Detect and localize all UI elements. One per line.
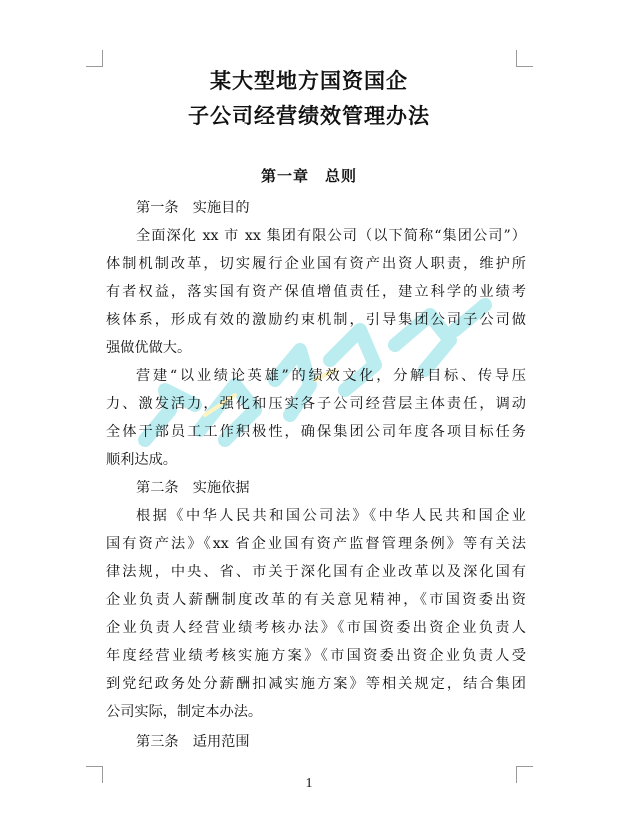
article1-para1-line: 核体系，形成有效的激励约束机制，引导集团公司子公司做 (106, 312, 526, 328)
article1-para1-line: 全面深化 xx 市 xx 集团有限公司（以下简称“集团公司”） (136, 228, 526, 244)
article2-heading: 第二条 实施依据 (136, 480, 250, 496)
article1-para1-line: 有者权益，落实国有资产保值增值责任，建立科学的业绩考 (106, 284, 526, 300)
chapter-heading: 第一章 总则 (260, 167, 357, 185)
article2-para1-line: 年度经营业绩考核实施方案》《市国资委出资企业负责人受 (106, 648, 526, 664)
article1-para2-line: 顺利达成。 (106, 452, 177, 468)
article2-para1-line: 企业负责人经营业绩考核办法》《市国资委出资企业负责人 (106, 620, 526, 636)
page-number: 1 (305, 776, 313, 791)
article1-para1-line: 体制机制改革，切实履行企业国有资产出资人职责，维护所 (106, 256, 526, 272)
article1-para2-line: 全体干部员工工作积极性，确保集团公司年度各项目标任务 (106, 424, 526, 440)
document-title-line1: 某大型地方国资国企 (210, 69, 408, 93)
article2-para1-line: 国有资产法》《xx 省企业国有资产监督管理条例》等有关法 (106, 536, 526, 552)
article3-heading: 第三条 适用范围 (136, 734, 250, 750)
article1-para1-line: 强做优做大。 (106, 340, 192, 356)
article2-para1-line: 律法规，中央、省、市关于深化国有企业改革以及深化国有 (106, 564, 526, 580)
article1-heading: 第一条 实施目的 (136, 200, 250, 216)
article1-para2-line: 营建“以业绩论英雄”的绩效文化，分解目标、传导压 (136, 368, 526, 384)
article2-para1-line: 公司实际，制定本办法。 (106, 704, 263, 720)
document-title-line2: 子公司经营绩效管理办法 (188, 104, 430, 128)
article2-para1-line: 根据《中华人民共和国公司法》《中华人民共和国企业 (136, 508, 526, 524)
article2-para1-line: 到党纪政务处分薪酬扣减实施方案》等相关规定，结合集团 (106, 676, 526, 692)
article1-para2-line: 力、激发活力，强化和压实各子公司经营层主体责任，调动 (106, 396, 526, 412)
article2-para1-line: 企业负责人薪酬制度改革的有关意见精神，《市国资委出资 (106, 592, 526, 608)
